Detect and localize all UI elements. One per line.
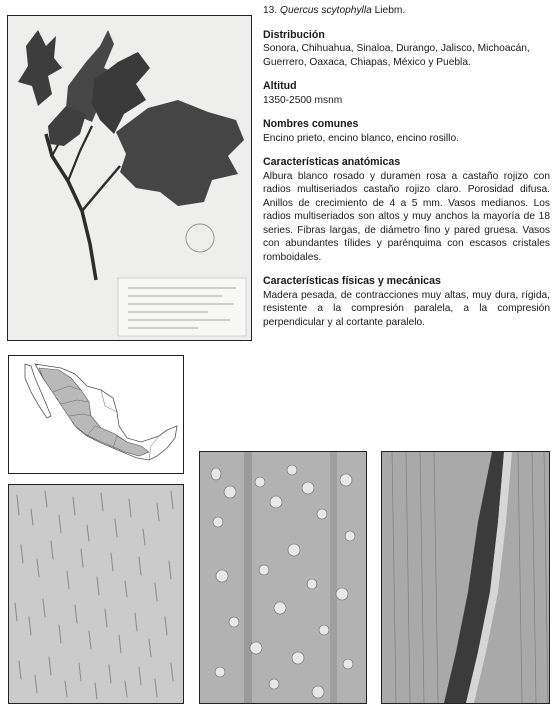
wood-grain-illustration [9,485,183,703]
species-title [263,4,550,18]
herbarium-specimen-photo [7,15,252,341]
species-number: 13. [263,5,278,16]
wood-radial-section-micrograph [381,451,550,704]
species-name: Quercus scytophylla [280,5,372,16]
anatomy-text: Albura blanco rosado y duramen rosa a castaño rojizo con radios multiseriados castaño rojizo claro. Porosidad difusa. Anillos de crecimiento de 4 a 5 mm. Vasos medianos. Los radios multiseriados son altos y muy anchos la mayoría de 18 series. Fibras largas, de diámetro fino y pared gruesa. Vasos con abundantes tílides y parénquima con escasos cristales romboidales. [263,170,550,263]
common-names-heading: Nombres comunes [263,118,359,130]
cross-section-illustration [200,452,366,703]
oak-specimen-illustration [8,16,251,340]
altitude-text: 1350-2500 msnm [263,94,343,106]
properties-heading: Características físicas y mecánicas [263,275,441,287]
species-author: Liebm. [374,5,406,16]
distribution-heading: Distribución [263,28,325,41]
radial-section-illustration [382,452,549,703]
wood-cross-section-micrograph [199,451,367,704]
properties-text: Madera pesada, de contracciones muy altas, muy dura, rígida, resistente a la compresión paralela, a la compresión perpendicular y al cortante paralelo. [263,289,550,328]
altitude-heading: Altitud [263,80,297,92]
species-description [263,4,550,329]
mexico-map-illustration [9,356,183,473]
mexico-distribution-map [8,355,184,474]
common-names-text: Encino prieto, encino blanco, encino rosillo. [263,132,459,144]
anatomy-heading: Características anatómicas [263,156,401,168]
distribution-text: Sonora, Chihuahua, Sinaloa, Durango, Jalisco, Michoacán, Guerrero, Oaxaca, Chiapas, México y Puebla. [263,43,530,68]
wood-texture-photo [8,484,184,704]
